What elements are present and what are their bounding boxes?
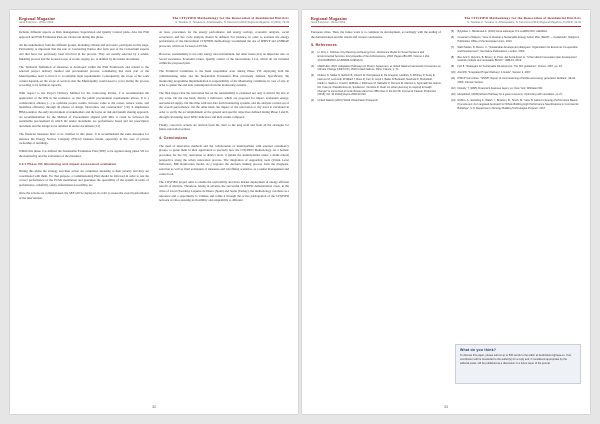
reference-text: United Nations (2015) World Urbanization Prospects (317, 99, 378, 103)
header-divider (19, 26, 289, 27)
page-number: 32 (152, 405, 156, 409)
reference-item (311, 65, 441, 73)
right-page-column-2 (451, 30, 581, 113)
reference-number: [8] (451, 55, 454, 59)
reference-item (451, 93, 581, 97)
paragraph: With respect to the Project Delivery Method for the contracting Parties, it is recommended the application of the IPD in the residence, so that the public procurement requirements allows. It is a collaborative alliance (...) to optimize project results, increase value to the owner, reduce waste, and maximize efficiency through all phases of design, fabrication, and construction" [10]. It emphasizes BIM potential, the early involvement of stakeholders and the focus on risk and benefit sharing approach. As recommendation for the Method of Procurement aligned with IPD, it could be followed the sustainable procurement in which the tender documents are performance based and not prescriptive document and the design is not detailed in tender documents [14]. (19, 91, 149, 128)
reference-list (451, 30, 581, 110)
paragraph: The need of innovative methods and the collaboration of municipalities with external consultancy groups, to guide them in their application is precisely how the CITyFiED Methodology. As a holistic procedure for the city renovation at district level, it guides the municipalities under a multi-criteria perspective along the urban renovation process. The integration of supporting tools (Urban Level Indicators, BIP, Replication model, etc.) supports the decision making process from the diagnosis, selection as well as final evaluation of measures and retrofitting scenarios, as a useful management and control tool. (159, 143, 289, 176)
reference-number: [1] (311, 50, 314, 54)
left-page-column-2 (159, 30, 289, 206)
article-authors: S. Tsoukas, K. Tsoukas, E. Athanasiadou, N. Karvounis (2019) Regional Magazine, 8 (2019): 23-33 (175, 21, 289, 24)
reference-item (451, 36, 581, 44)
paragraph: The Technical Committee is the main responsible actor during Phase VII, deploying both the commissioning tasks and the Sustainable Evaluation Plan previously defined. Specifically, the monitoring programme implementation is responsibility of the Monitoring committee in case of any, in order to gather the and data consumption from the monitoring systems. (159, 69, 289, 88)
paragraph: The CITyFiED project aims to enable the replicability and mass market deployment of energy efficient retrofit of districts. Therefore, taking in advance the successful CITyFiED demonstration cases, in the cities of Laval (Sweden), Lagunas de Duero (Spain) and Soma (Turkey), the methodology can there as a reference and a opportunity to validate and refine it through the active participation of the CITyFiED network of cities assuring its flexibility and adaptability to different (159, 179, 289, 203)
reference-item (451, 77, 581, 85)
reference-text: Covenant of Mayors: "How to develop a Sustainable Energy Action Plan (SEAP) — Guidebook", Religions Publication Office of the European Union, 2010. (457, 35, 580, 43)
reference-list (311, 51, 441, 103)
paragraph: At least, procedures for the energy performance and energy savings, economic analysis, social acceptance, and life cycle analysis should be defined. For instance, in order to evaluate the energy performance of the intervention CITyFiED methodology recommend the use of IPMVP and ASHRAE protocols, which are focused on ECMs. (159, 30, 289, 48)
paragraph: includes different aspects as Risk management, Supervision and Quality Control plans. Also the ESR approach and ESR Evaluation Plan are carried out during this phase. (19, 30, 149, 39)
reference-item (451, 99, 581, 110)
issue-info: Issue 8 Autumn - Winter 2019 (311, 21, 346, 24)
reference-number: [10] (451, 71, 456, 75)
reference-text: Ben Aziz F, Alavrino, B. Bruem, E. Pozo, del Serra-Ituref, E. "Urban district renovation plan development towards multiple and renewable BUILD", URB-16, 2019. (457, 55, 577, 63)
reference-number: [11] (451, 77, 456, 81)
paragraph: The Technical Definition of measures is developed within the ESR Framework and related to the selected project delivery method and procurement process, considering that most part of the Municipalities need to have it to accomplish legal requirements. Consequently, the scope of the work carried depends on the scope of services that the Municipality would need to cover during the process according to its technical capacity. (19, 64, 149, 88)
reference-number: [5] (451, 30, 454, 33)
reference-item (451, 30, 581, 34)
right-page-column-1 (311, 30, 441, 105)
paragraph: However, sustainability is not only energy and environment, but other issues play an important role, as Social awareness, Economic issues, Quality control of the intervention, LCA, which all are included within the proposed plan. (159, 52, 289, 66)
header-divider (311, 26, 581, 27)
reference-number: [14] (451, 99, 456, 103)
reference-item (311, 51, 441, 62)
section-heading-references: 5. References (311, 43, 337, 48)
reference-number: [2] (311, 64, 314, 68)
paragraph: The final impact that the renovation has on the sustainability is evaluated not only at district but also at city scale. On the one hand, district 3 indicators, which are proposed for impact evaluation energy, use/reduced supply, but this time with real data from monitoring systems, and the analysis carried out of the overall performance. On the other hand, the impact of the renovation at city level is calculated in order to verify the accomplishment of the general and specific objectives defined during Phase I and II, through calculating level 'KPIs' indicators and their results compared. (159, 91, 289, 119)
paragraph: European cities. Then, the future work is to complete its development, accordingly with the ending of the demonstration and the results and current conclusions. (311, 30, 441, 39)
running-header (311, 16, 581, 30)
reference-text: Wahl Stefan, D. Besno, C. "Sustainable development dialogues: Organization for Economic Co-operation and Development", the Nature Publications, London, 2002. (457, 45, 578, 53)
reference-text: H. Prat, L. Ordinas: City Planning and Energy Use - Reference Model for Smart Systems and Environmental Services. Encyclopedia of the Anthropocene, 2018, Pages 283-295. Volume 1 (doi: 10.1016/B978-0-12-809665-9.09516-9) (317, 50, 430, 62)
reference-text: IPMVP Committee: "IPMVP, Report of commissioning of ECMs and energy generation facilities", Minsk 2009, Intrinsic Version. (457, 77, 576, 85)
journal-name: Regional Magazine (311, 16, 348, 21)
running-header (19, 16, 289, 30)
paragraph: Once the actions are commissioned, the SEP will be deployed, in order to assess the overall performance of the intervention. (19, 191, 149, 200)
discussion-box (455, 344, 581, 384)
reference-text: Muskdokul, (2009) Ethans Pathway for a green economy: Optimizing with simulation, pp 27. (457, 93, 563, 97)
reference-text: Bylykbas, L. Berdenaut A. (2013) Anna eelHuqua, Pro eveBRU RIC: A/Edlition. (457, 30, 548, 33)
reference-number: [6] (451, 35, 454, 39)
reference-item (451, 56, 581, 64)
reference-number: [12] (451, 87, 456, 91)
reference-number: [7] (451, 45, 454, 49)
reference-text: Dravidy, T (1995) Financial's business layers, ex. New York, Whittaker ND. (457, 87, 543, 91)
issue-info: Issue 8 Autumn - Winter 2019 (19, 21, 54, 24)
page-right (302, 10, 590, 414)
reference-text: Ryffins, A., Estrelling F., Walsh, I., Breshon, B., Srach, M. "How To Gable for Energy-Performance Based Procurement: An Integrated Approach for Whole Building High Performance Specifications in Commercial Buildings", U.S. Department of Energy Building Technologies Program, 2017. (457, 99, 579, 110)
article-title: The CITyFiED Methodology for the Renovation of Residential Districts (464, 16, 581, 20)
page-number: 33 (444, 405, 448, 409)
section-heading-conclusions: 4. Conclusions (159, 136, 188, 141)
article-title: The CITyFiED Methodology for the Renovation of Residential Districts (172, 16, 289, 20)
left-page-column-1 (19, 30, 149, 204)
subsection-heading: 3.3.7 Phase VII: Monitoring and impact assessment evaluation (19, 162, 117, 167)
discussion-box-text: To discuss this paper, please submit up to 500 words to the editor at bestintitulum@rspa.eu. Your contribution will be forwarded to the author(s) for a reply and, if considered appropriate by the editorial panel, will be published as a discussion in a future issue of the journal. (460, 354, 572, 365)
reference-number: [4] (311, 99, 314, 103)
paragraph: The financial measures have to be clarified in this phase. It is recommended the same measures for instance the Energy Service Company (ESCO) business model, especially in the case of private ownership of buildings. (19, 132, 149, 146)
reference-text: AIA IPD: "Integrated Project Delivery: A Guide", Version 1, 2007. (457, 71, 532, 75)
reference-item (311, 99, 441, 103)
reference-text: UNEP-IEA. 2015. Adaptation Pathways (in Press). Agreement, to United Nations Framework Convention on Climate Change (UNFCCC), 2015 United Nations, Paris, France, p. 71. (317, 64, 441, 72)
reference-number: [13] (451, 93, 456, 97)
paragraph: Within this phase it is defined the Sustainable Evaluation Plan (SEP) to be applied along phase VII for the monitoring and the evaluation of the measures. (19, 149, 149, 159)
page-left (10, 10, 298, 414)
paragraph: During this phase the strategy and their action are completed attending to their priority and they are coordinated with them. For that purpose, a Commissioning Plan should be followed in order to test the correct performance of the ECMs installation and guarantee the operability of the system in terms of performance, reliability, safety, information traceability, etc. (19, 169, 149, 188)
reference-number: [3] (311, 74, 314, 78)
discussion-box-title: What do you think? (460, 348, 497, 352)
reference-item (311, 74, 441, 97)
reference-item (451, 71, 581, 75)
journal-name: Regional Magazine (19, 16, 56, 21)
article-authors: S. Tsoukas, K. Tsoukas, E. Athanasiadou, N. Karvounis (2019) Regional Magazine, 8 (2019): 23-33 (467, 21, 581, 24)
reference-number: [9] (451, 65, 454, 69)
reference-item (451, 46, 581, 54)
reference-item (451, 87, 581, 91)
reference-text: ISO 8. "Strategies for Sustainable Development. The ISO guidelines", Francs, 2007, pp. 34. (457, 65, 563, 69)
paragraph: All the stakeholders from the different groups, including citizens and end users, participate in this stage. Particularly, is important that the role of Contracting Parties that form part of the Consortium experts and that have not previously been involved in the process. They are usually selected by a tender, finishing process and the focused scope of works, supply, etc. is defined by the tender documents. (19, 42, 149, 61)
reference-item (451, 65, 581, 69)
paragraph: Finally, corrective actions are derived from the chart to the long term and from all the strategies for future renovation actions. (159, 122, 289, 132)
reference-text: Neilson N, Saltiel N, Heilrich B, Church M, Petriyakova E, De Gregorio, Hardisty S, Whitney P, Foley E, Harmon M, Lermonth M Dillard T, Boss R, Kerr D, Hoyd J, Bailer D Buckwell, Newhold K, Bruhsfield, Faidhn I, Nadine I, Knecht, McBride J, Robinson M, Salvador P, Romero M, Martino A, Sgrimaldi SH, Enbus MJ, Foley E, Papadimitriou E, Sosfactus I, Dembus D. Real: An urban planning to respond to health change? Is concerned of local climate plans from 885 cities in the EU 28. Journal of Cleaner Production (2018), doi: 10.1016/j.jclepro.2018.03.220. (317, 74, 441, 97)
